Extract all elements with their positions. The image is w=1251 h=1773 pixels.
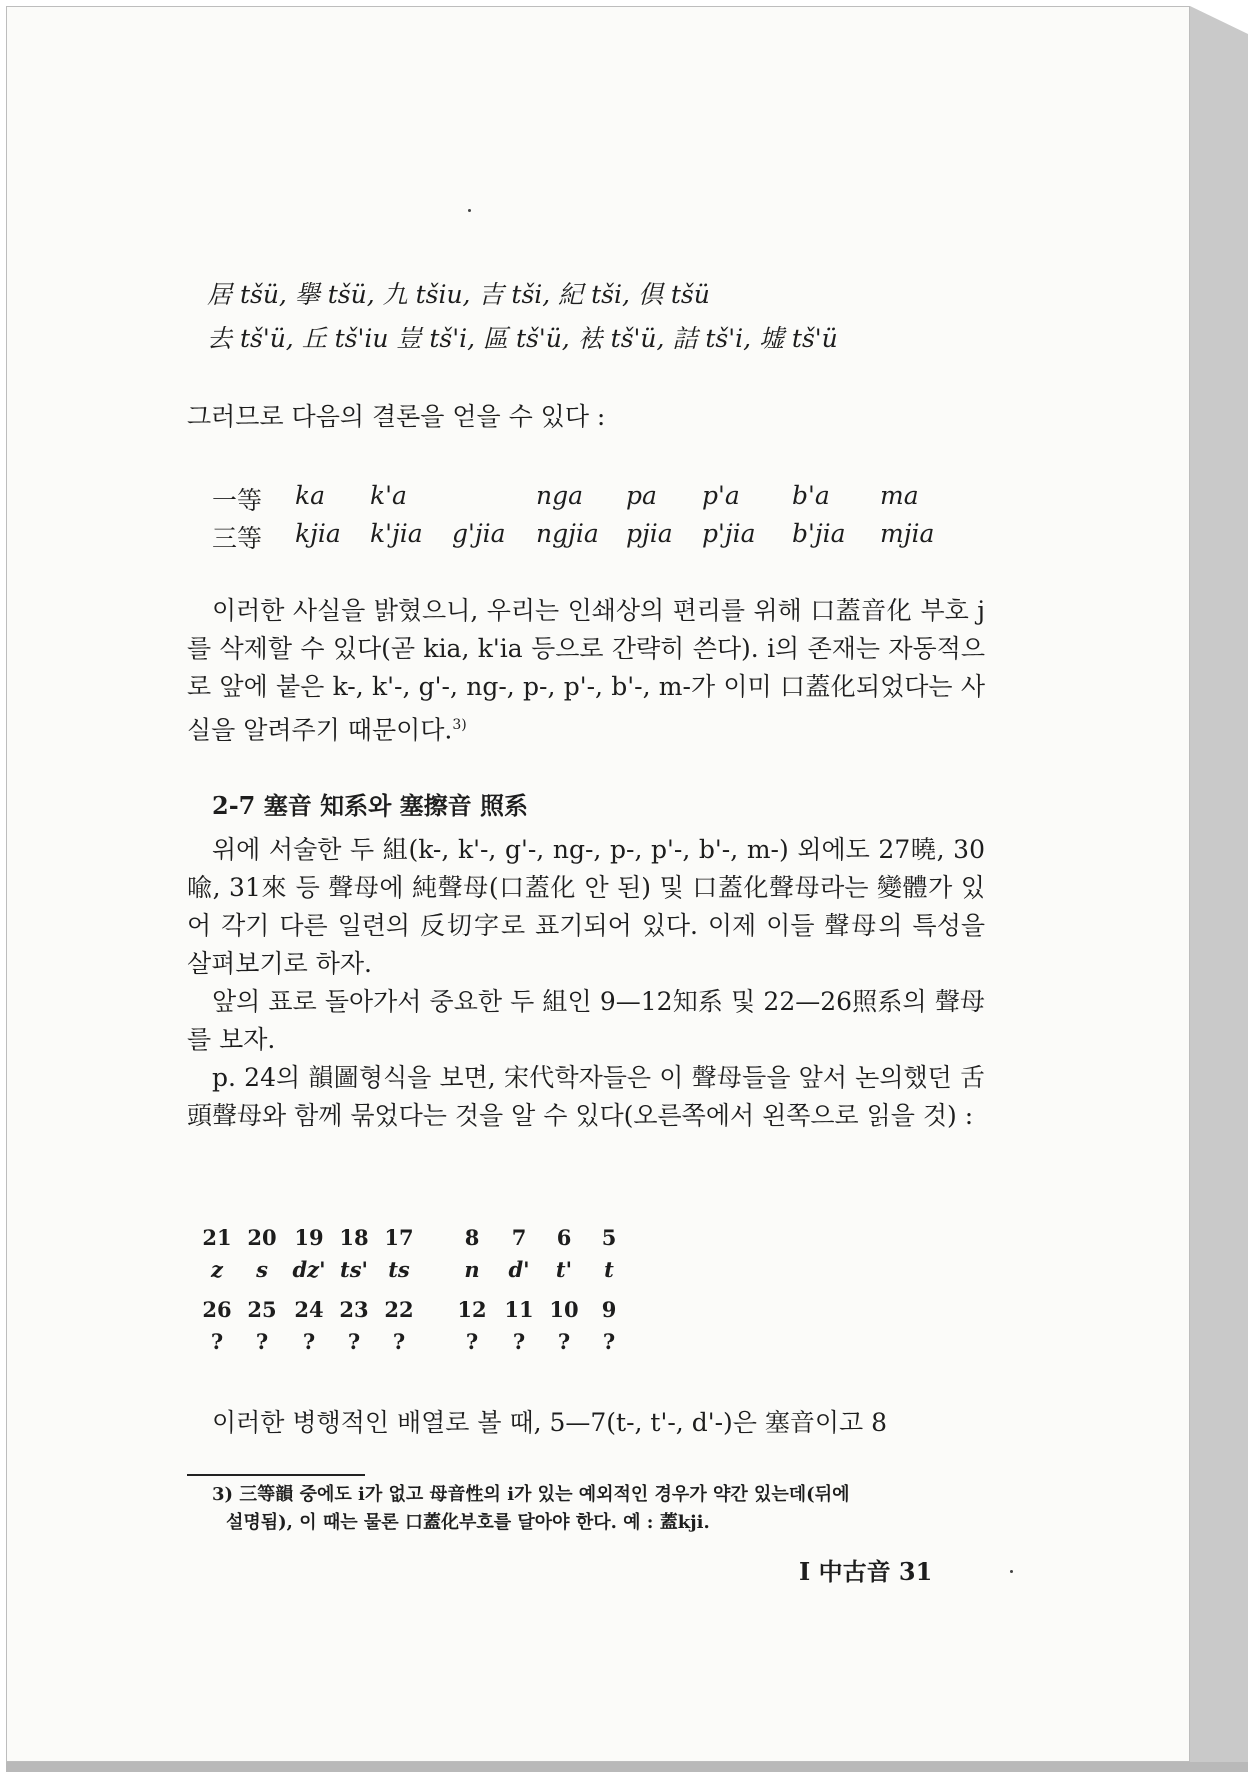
grid-cell: ? [210,1329,224,1354]
paragraph-4 [187,1059,985,1135]
grid-cell: 24 [294,1297,324,1322]
cell: kjia [295,519,341,548]
paragraph-2 [187,831,985,983]
cell: b'a [792,481,830,510]
initials-grid [197,1225,717,1365]
grid-cell: 6 [556,1225,572,1250]
footnote-rule [187,1474,365,1476]
cell: ngjia [536,519,599,548]
grid-cell: 19 [294,1225,324,1250]
running-footer: I 中古音 31 [799,1557,933,1586]
grid-cell: s [256,1257,268,1282]
cell: pa [626,481,657,510]
grid-cell: 20 [247,1225,277,1250]
cell: ka [295,481,326,510]
footnote-line: 3) 三等韻 중에도 i가 없고 母音性의 i가 있는 예외적인 경우가 약간 있는데(뒤에 [212,1484,850,1505]
cell: pjia [626,519,673,548]
footnote-ref: 3) [452,717,467,733]
cell: g'jia [452,519,506,548]
grid-cell: 11 [504,1297,534,1322]
cell: p'a [702,481,740,510]
row-label: 三等 [212,524,263,553]
cell: b'jia [792,519,846,548]
cell: p'jia [702,519,756,548]
paragraph-text: 이러한 사실을 밝혔으니, 우리는 인쇄상의 편리를 위해 口蓋音化 부호 j를 삭제할 수 있다(곧 kia, k'ia 등으로 간략히 쓴다). i의 존재는 자동적으로 앞에 붙은 k-, k'-, g'-, ng-, p-, p'-, b'-, m-가 이미 口蓋化되었다는 사실을 알려주기 때문이다. [187,596,985,745]
grid-cell: ? [512,1329,526,1354]
grid-cell: z [211,1257,223,1282]
grid-cell: 18 [339,1225,369,1250]
grid-cell: 7 [511,1225,527,1250]
reading-line-1: 居 tšü, 擧 tšü, 九 tšiu, 吉 tši, 紀 tši, 倶 tšü [207,280,710,309]
speck [1010,1570,1013,1573]
grid-cell: ? [255,1329,269,1354]
grid-cell: ? [347,1329,361,1354]
paragraph-text: p. 24의 韻圖형식을 보면, 宋代학자들은 이 聲母들을 앞서 논의했던 舌頭聲母와 함께 묶었다는 것을 알 수 있다(오른쪽에서 왼쪽으로 읽을 것) : [187,1063,985,1130]
paragraph-text: 앞의 표로 돌아가서 중요한 두 組인 9—12知系 및 22—26照系의 聲母를 보자. [187,987,985,1054]
grid-cell: 9 [601,1297,617,1322]
grid-cell: 22 [384,1297,414,1322]
cell: ma [880,481,919,510]
grid-cell: t [604,1257,614,1282]
paragraph-text: 위에 서술한 두 組(k-, k'-, g'-, ng-, p-, p'-, b'-, m-) 외에도 27曉, 30喩, 31來 등 聲母에 純聲母(口蓋化 안 된) 및 口蓋化聲母라는 變體가 있어 각기 다른 일련의 反切字로 표기되어 있다. 이제 이들 聲母의 특성을 살펴보기로 하자. [187,835,985,978]
grid-cell: t' [555,1257,573,1282]
footnote-line: 설명됨), 이 때는 물론 口蓋化부호를 달아야 한다. 예 : 蓋kji. [226,1512,710,1533]
book-side-edge [1190,6,1248,1768]
grid-cell: d' [508,1257,530,1282]
grid-cell: ? [302,1329,316,1354]
grid-cell: ? [602,1329,616,1354]
grid-cell: ? [465,1329,479,1354]
cell: nga [536,481,584,510]
grid-cell: dz' [292,1257,326,1282]
grid-cell: 8 [464,1225,480,1250]
grid-cell: ts' [340,1257,368,1282]
grid-cell: ts [388,1257,410,1282]
conclusion-sentence: 그러므로 다음의 결론을 얻을 수 있다 : [187,402,606,431]
row-label: 一等 [212,486,263,515]
grid-cell: 23 [339,1297,369,1322]
grid-cell: 21 [202,1225,232,1250]
reading-line-2: 去 tš'ü, 丘 tš'iu 豈 tš'i, 區 tš'ü, 袪 tš'ü, 詰 tš'i, 墟 tš'ü [207,324,838,353]
paragraph-1 [187,592,985,749]
cell: k'jia [370,519,423,548]
grid-cell: 5 [601,1225,617,1250]
book-bottom-edge [6,1762,1248,1772]
grid-cell: 17 [384,1225,414,1250]
grid-cell: 26 [202,1297,232,1322]
final-line: 이러한 병행적인 배열로 볼 때, 5—7(t-, t'-, d'-)은 塞音이고 8 [212,1408,888,1437]
grid-cell: n [464,1257,480,1282]
cell: mjia [880,519,935,548]
section-heading: 2-7 塞音 知系와 塞擦音 照系 [212,791,528,820]
table-row-1 [212,481,972,513]
table-row-2 [212,519,972,551]
grid-cell: 10 [549,1297,579,1322]
grid-cell: ? [557,1329,571,1354]
book-page [6,6,1190,1762]
speck [468,209,471,212]
grid-cell: 25 [247,1297,277,1322]
footnote [212,1481,992,1537]
cell: k'a [370,481,407,510]
grid-cell: 12 [457,1297,487,1322]
paragraph-3 [187,983,985,1059]
grid-cell: ? [392,1329,406,1354]
